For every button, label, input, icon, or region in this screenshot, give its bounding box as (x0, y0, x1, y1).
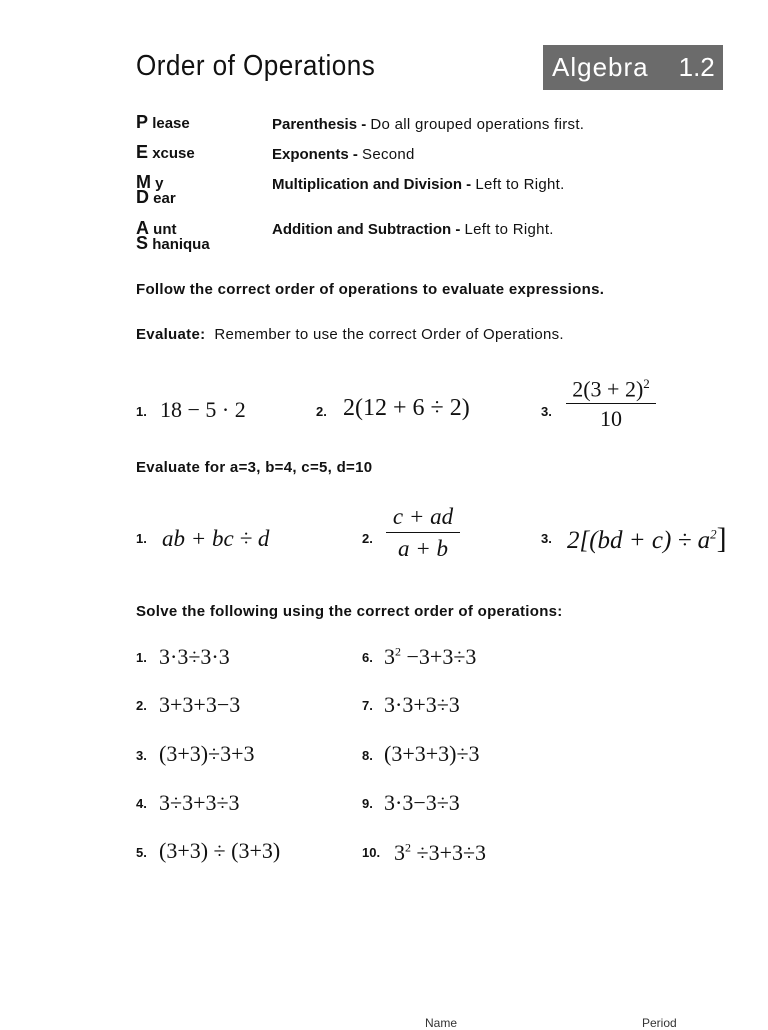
mnemonic-please: P lease (136, 112, 190, 132)
problem-number: 7. (362, 698, 373, 713)
problem-number: 2. (362, 531, 373, 546)
fraction-bar (386, 532, 460, 533)
evaluate-instruction: Evaluate: Remember to use the correct Order of Operations. (136, 326, 564, 343)
fraction-expression (566, 376, 656, 432)
expression: (3+3+3)÷3 (384, 741, 480, 766)
problem-number: 4. (136, 796, 147, 811)
page-title: Order of Operations (136, 50, 376, 82)
problem-number: 8. (362, 748, 373, 763)
evaluate-for-instruction: Evaluate for a=3, b=4, c=5, d=10 (136, 459, 373, 476)
rule-exponents: Exponents - Second (272, 146, 415, 163)
rule-parenthesis: Parenthesis - Do all grouped operations first. (272, 116, 585, 133)
expression: 3÷3+3÷3 (159, 790, 240, 815)
period-label: Period (642, 1016, 677, 1030)
expression: (3+3)÷3+3 (159, 741, 255, 766)
name-label: Name (425, 1016, 458, 1030)
expression: $3^2 -3+3\div 3$ (384, 644, 477, 669)
solve-instruction: Solve the following using the correct order of operations: (136, 603, 563, 620)
rule-multiplication-division: Multiplication and Division - Left to Right. (272, 176, 565, 193)
expression: 2(12 + 6 ÷ 2) (343, 395, 470, 421)
numerator: c + ad (392, 504, 454, 529)
problem-number: 1. (136, 404, 147, 419)
expression: 3+3+3−3 (159, 692, 241, 717)
expression: $3^2 \div 3+3\div 3$ (394, 840, 487, 865)
problem-number: 6. (362, 650, 373, 665)
mnemonic-dear: D ear (136, 187, 176, 207)
expression: 3·3÷3·3 (159, 644, 230, 669)
problem-number: 10. (362, 845, 381, 860)
expression: 3·3+3÷3 (384, 692, 460, 717)
mnemonic-shaniqua: S haniqua (136, 233, 210, 253)
mnemonic-aunt: A unt (136, 218, 177, 238)
expression: ab + bc ÷ d (162, 526, 270, 551)
rule-addition-subtraction: Addition and Subtraction - Left to Right. (272, 221, 554, 238)
lesson-badge (543, 45, 723, 90)
follow-instruction: Follow the correct order of operations to evaluate expressions. (136, 281, 605, 298)
expression: 3·3−3÷3 (384, 790, 460, 815)
denominator: 10 (600, 406, 622, 432)
problem-number: 3. (541, 404, 552, 419)
problem-number: 9. (362, 796, 373, 811)
expression: 18 − 5 · 2 (160, 397, 246, 422)
problem-number: 2. (316, 404, 327, 419)
denominator: a + b (397, 536, 449, 561)
problem-number: 1. (136, 650, 147, 665)
problem-number: 2. (136, 698, 147, 713)
mnemonic-my: M y (136, 172, 164, 192)
badge-subject: Algebra (552, 52, 649, 82)
fraction-expression (386, 504, 460, 562)
mnemonic-excuse: E xcuse (136, 142, 195, 162)
problem-number: 3. (541, 531, 552, 546)
expression: $2[(bd + c) \div a^2]$ (567, 522, 727, 555)
fraction-bar (566, 403, 656, 404)
problem-number: 3. (136, 748, 147, 763)
problem-number: 1. (136, 531, 147, 546)
numerator: $2(3 + 2)^2$ (572, 376, 650, 402)
expression: (3+3) ÷ (3+3) (159, 838, 281, 863)
problem-number: 5. (136, 845, 147, 860)
badge-number: 1.2 (678, 52, 715, 82)
